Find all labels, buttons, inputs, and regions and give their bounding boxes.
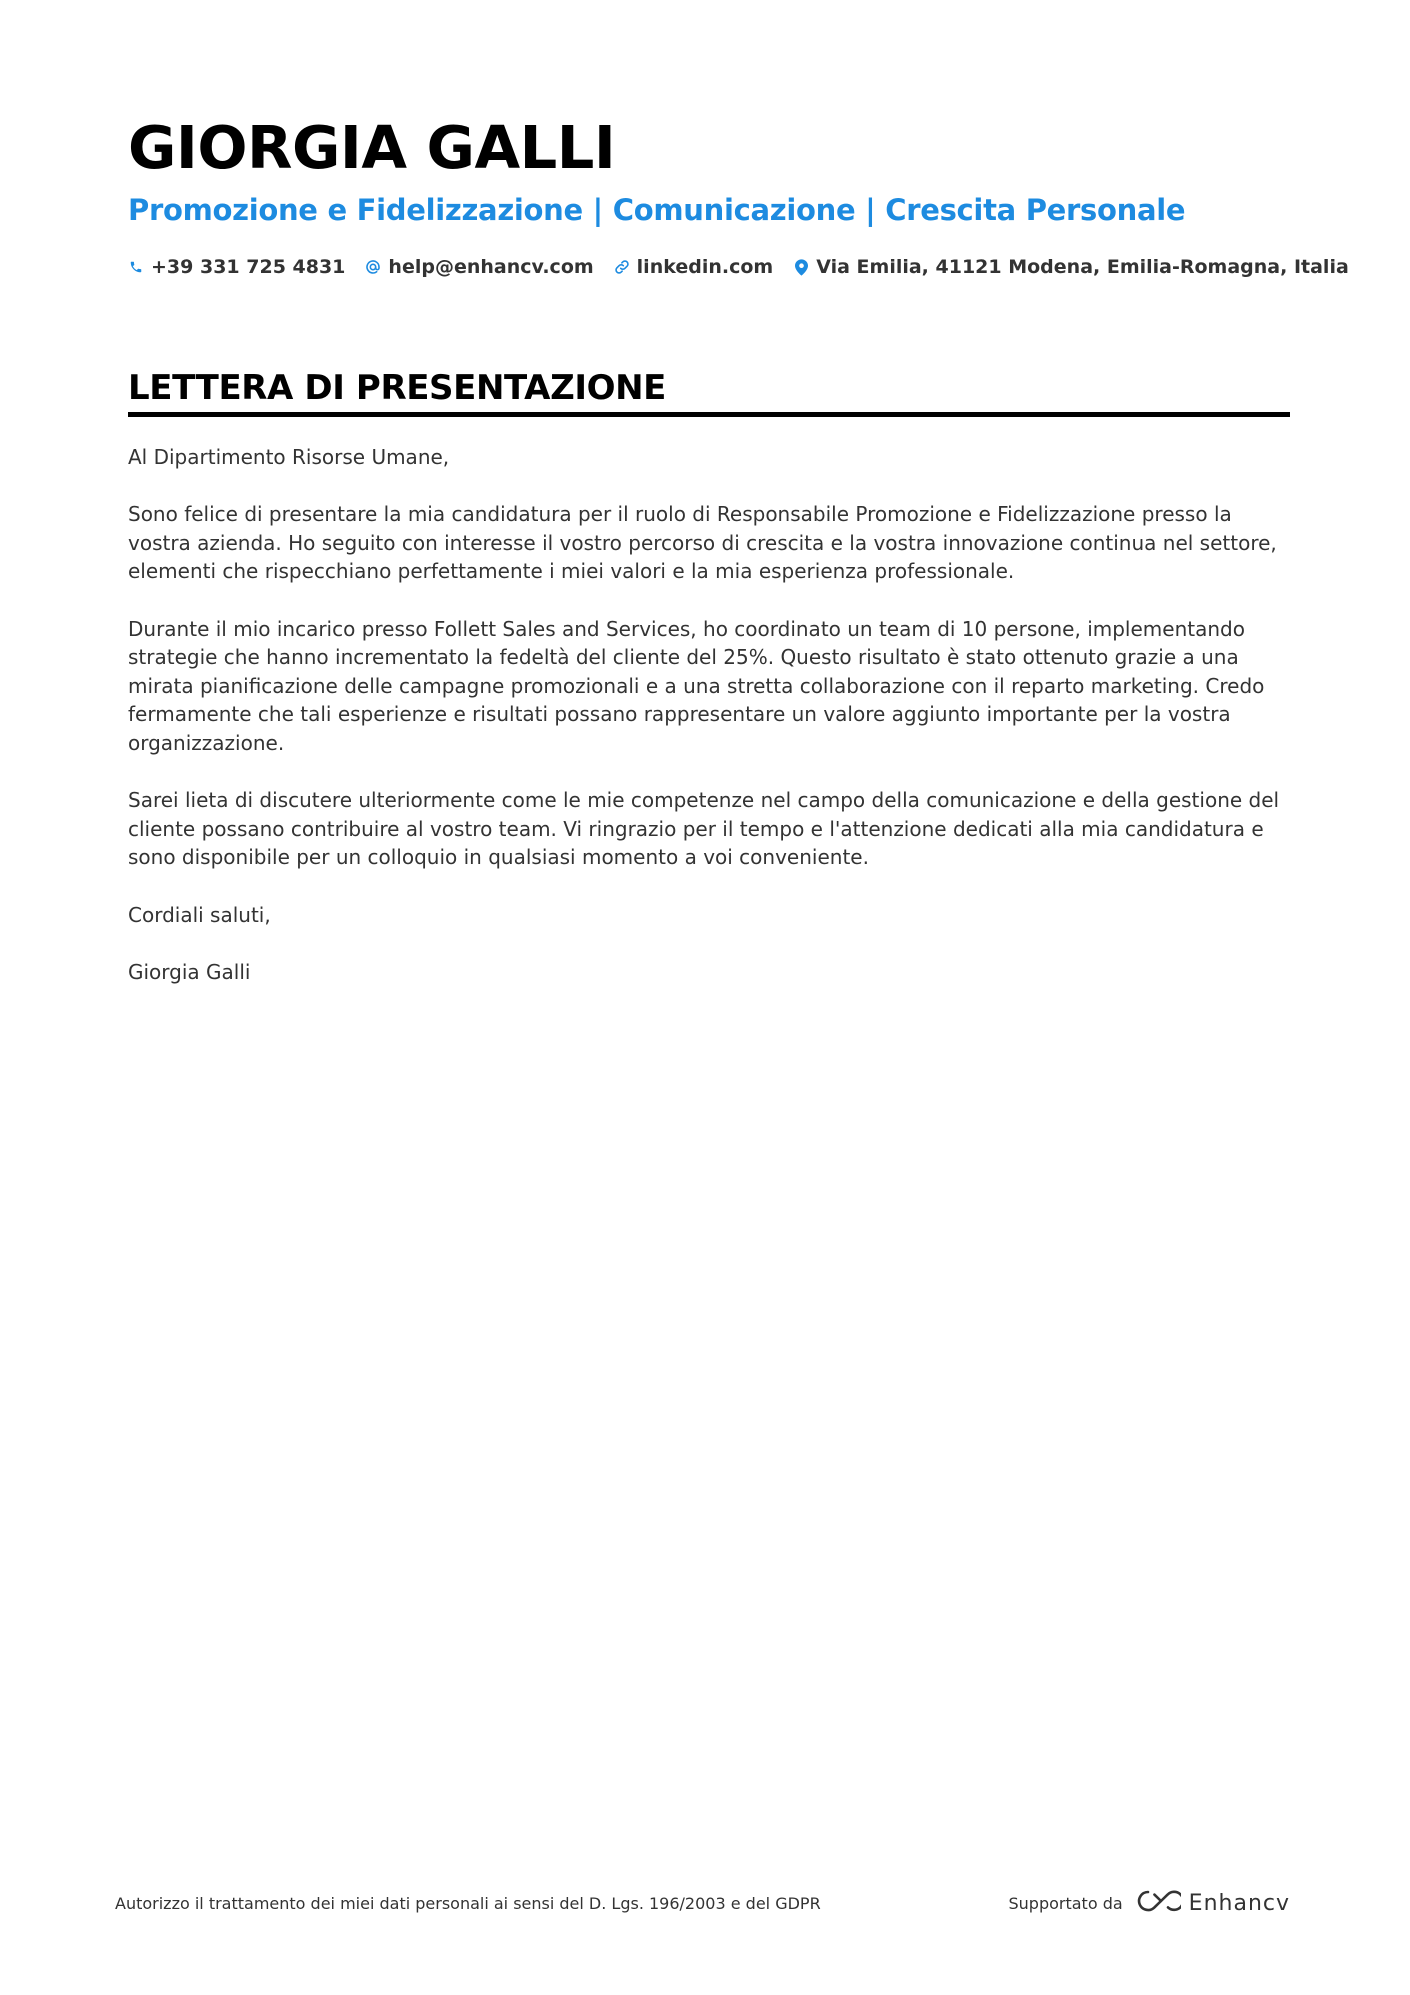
candidate-subtitle: Promozione e Fidelizzazione | Comunicazione | Crescita Personale	[128, 193, 1186, 227]
powered-by[interactable]	[1009, 1888, 1291, 1918]
powered-by-label: Supportato da	[1008, 1893, 1123, 1913]
section-title: LETTERA DI PRESENTAZIONE	[128, 366, 1290, 417]
cover-letter-section	[128, 366, 1290, 1015]
location-pin-icon	[793, 258, 809, 276]
at-icon	[365, 258, 381, 276]
contact-email[interactable]	[365, 252, 593, 282]
contact-bar	[128, 252, 1349, 282]
enhancv-logo-icon	[1135, 1888, 1181, 1918]
letter-signature: Giorgia Galli	[128, 959, 251, 984]
letter-paragraph: Durante il mio incarico presso Follett Sales and Services, ho coordinato un team di 10 persone, implementando strategie che hanno incrementato la fedeltà del cliente del 25%. Questo risultato è stato ottenuto grazie a una mirata pianificazione delle campagne promozionali e a una stretta collaborazione con il reparto marketing. Credo fermamente che tali esperienze e risultati possano rappresentare un valore aggiunto importante per la vostra organizzazione.	[128, 616, 1265, 755]
footer	[115, 1888, 1290, 1918]
contact-address	[793, 252, 1349, 282]
link-icon	[614, 258, 630, 276]
contact-linkedin[interactable]	[614, 252, 774, 282]
phone-icon	[128, 258, 144, 276]
header	[128, 108, 1349, 282]
linkedin-link[interactable]: linkedin.com	[636, 256, 774, 278]
letter-paragraph: Sono felice di presentare la mia candidatura per il ruolo di Responsabile Promozione e Fidelizzazione presso la vostra azienda. Ho seguito con interesse il vostro percorso di crescita e la vostra innovazione continua nel settore, elementi che rispecchiano perfettamente i miei valori e la mia esperienza professionale.	[128, 502, 1277, 584]
privacy-consent: Autorizzo il trattamento dei miei dati personali ai sensi del D. Lgs. 196/2003 e del GDPR	[115, 1894, 821, 1913]
email-link[interactable]: help@enhancv.com	[388, 256, 594, 278]
letter-closing: Cordiali saluti,	[128, 902, 271, 927]
candidate-name: GIORGIA GALLI	[128, 113, 616, 182]
letter-body	[128, 443, 1290, 986]
letter-salutation: Al Dipartimento Risorse Umane,	[128, 445, 450, 469]
enhancv-logo[interactable]	[1135, 1888, 1290, 1918]
letter-paragraph: Sarei lieta di discutere ulteriormente come le mie competenze nel campo della comunicazione e della gestione del cliente possano contribuire al vostro team. Vi ringrazio per il tempo e l'attenzione dedicati alla mia candidatura e sono disponibile per un colloquio in qualsiasi momento a voi conveniente.	[128, 788, 1280, 870]
phone-text: +39 331 725 4831	[151, 256, 346, 278]
enhancv-brand-name: Enhancv	[1188, 1890, 1290, 1916]
address-text: Via Emilia, 41121 Modena, Emilia-Romagna, Italia	[816, 256, 1349, 278]
contact-phone	[128, 252, 345, 282]
